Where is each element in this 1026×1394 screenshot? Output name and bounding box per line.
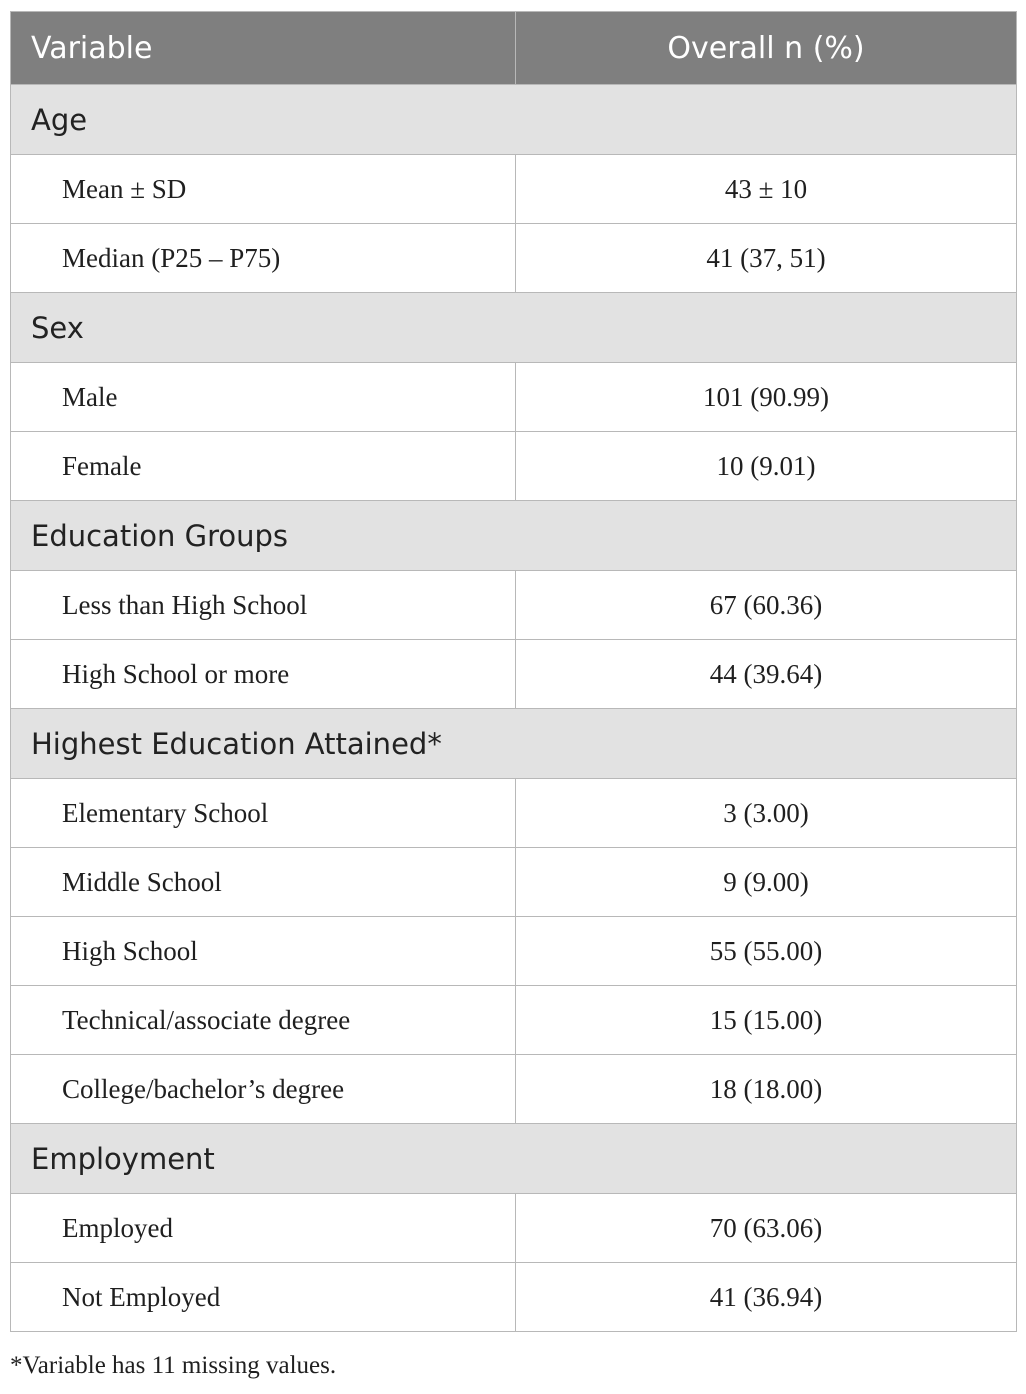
group-row-sex bbox=[11, 293, 1017, 363]
column-header-variable: Variable bbox=[11, 12, 516, 85]
group-title: Sex bbox=[11, 293, 1017, 363]
table-row bbox=[11, 155, 1017, 224]
row-value: 55 (55.00) bbox=[516, 917, 1017, 986]
table-row bbox=[11, 1263, 1017, 1332]
row-value: 10 (9.01) bbox=[516, 432, 1017, 501]
table-row bbox=[11, 986, 1017, 1055]
table-row bbox=[11, 779, 1017, 848]
table-row bbox=[11, 1194, 1017, 1263]
group-row-age bbox=[11, 85, 1017, 155]
table-row bbox=[11, 848, 1017, 917]
row-value: 15 (15.00) bbox=[516, 986, 1017, 1055]
table-row bbox=[11, 571, 1017, 640]
row-value: 41 (37, 51) bbox=[516, 224, 1017, 293]
row-value: 44 (39.64) bbox=[516, 640, 1017, 709]
row-label: Middle School bbox=[11, 848, 516, 917]
table-row bbox=[11, 224, 1017, 293]
table-row bbox=[11, 432, 1017, 501]
row-value: 67 (60.36) bbox=[516, 571, 1017, 640]
group-row-highest-education bbox=[11, 709, 1017, 779]
group-title: Highest Education Attained* bbox=[11, 709, 1017, 779]
row-label: Mean ± SD bbox=[11, 155, 516, 224]
row-label: Median (P25 – P75) bbox=[11, 224, 516, 293]
table-row bbox=[11, 640, 1017, 709]
column-header-overall: Overall n (%) bbox=[516, 12, 1017, 85]
row-label: High School or more bbox=[11, 640, 516, 709]
row-label: College/bachelor’s degree bbox=[11, 1055, 516, 1124]
row-label: Female bbox=[11, 432, 516, 501]
row-value: 9 (9.00) bbox=[516, 848, 1017, 917]
row-label: Elementary School bbox=[11, 779, 516, 848]
group-row-employment bbox=[11, 1124, 1017, 1194]
row-value: 41 (36.94) bbox=[516, 1263, 1017, 1332]
group-row-education-groups bbox=[11, 501, 1017, 571]
table-footnote: *Variable has 11 missing values. bbox=[10, 1352, 337, 1379]
row-label: High School bbox=[11, 917, 516, 986]
row-value: 43 ± 10 bbox=[516, 155, 1017, 224]
row-label: Less than High School bbox=[11, 571, 516, 640]
demographics-table bbox=[10, 11, 1017, 1332]
table-row bbox=[11, 1055, 1017, 1124]
group-title: Employment bbox=[11, 1124, 1017, 1194]
header-row bbox=[11, 12, 1017, 85]
row-value: 18 (18.00) bbox=[516, 1055, 1017, 1124]
row-value: 101 (90.99) bbox=[516, 363, 1017, 432]
group-title: Education Groups bbox=[11, 501, 1017, 571]
table-row bbox=[11, 917, 1017, 986]
row-label: Male bbox=[11, 363, 516, 432]
row-label: Employed bbox=[11, 1194, 516, 1263]
row-label: Not Employed bbox=[11, 1263, 516, 1332]
row-value: 70 (63.06) bbox=[516, 1194, 1017, 1263]
row-label: Technical/associate degree bbox=[11, 986, 516, 1055]
group-title: Age bbox=[11, 85, 1017, 155]
table-row bbox=[11, 363, 1017, 432]
row-value: 3 (3.00) bbox=[516, 779, 1017, 848]
